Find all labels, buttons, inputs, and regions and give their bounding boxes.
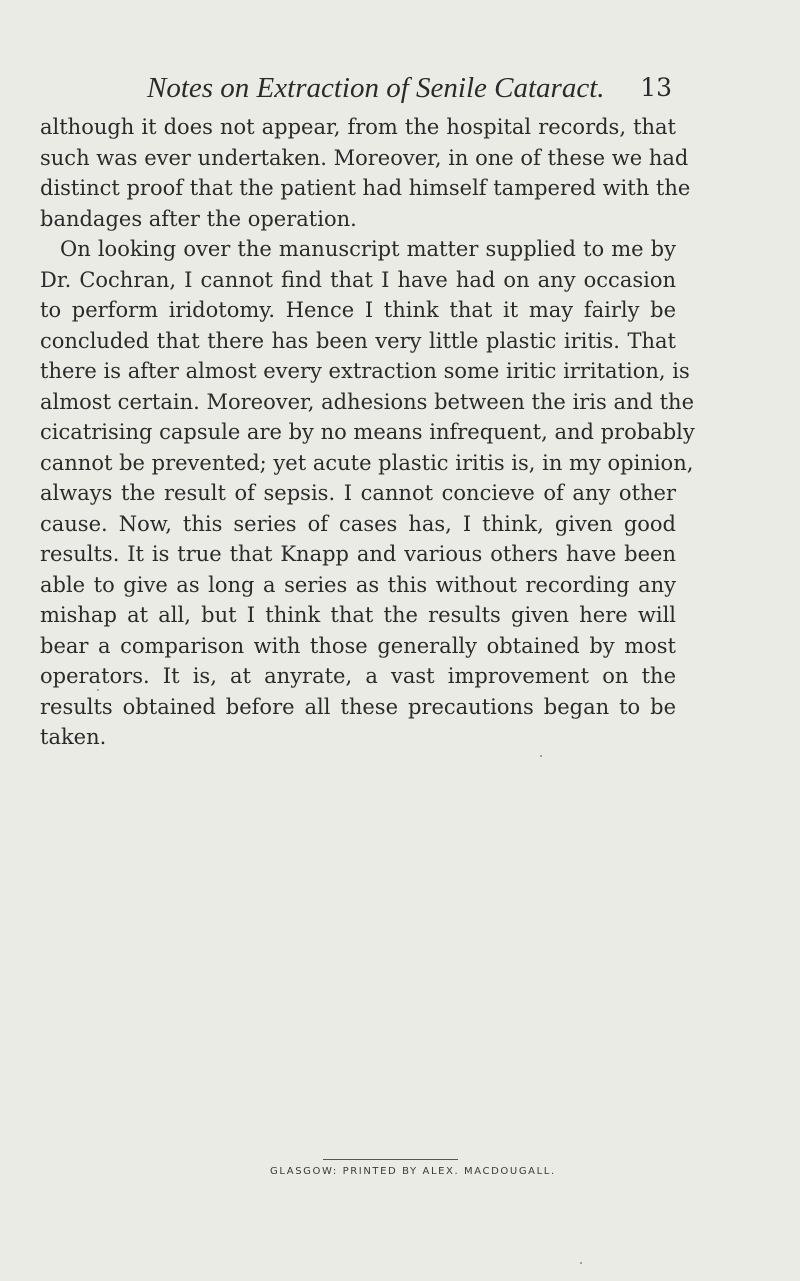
text-line: bandages after the operation. [40, 206, 357, 231]
text-line: able to give as long a series as this without recording any [40, 572, 676, 597]
text-line: mishap at all, but I think that the results given here will [40, 603, 676, 627]
text-line: On looking over the manuscript matter supplied to me by [60, 237, 676, 261]
text-line: results. It is true that Knapp and various others have been [40, 542, 676, 566]
paper-speck [580, 1262, 582, 1264]
text-line: such was ever undertaken. Moreover, in one of these we had [40, 145, 689, 170]
text-line: operators. It is, at anyrate, a vast improvement on the [40, 664, 676, 688]
text-line: bear a comparison with those generally obtained by most [40, 633, 676, 658]
text-line: always the result of sepsis. I cannot concieve of any other [40, 481, 676, 505]
printer-imprint: GLASGOW: PRINTED BY ALEX. MACDOUGALL. [270, 1166, 556, 1177]
running-head [147, 70, 672, 106]
text-line: there is after almost every extraction some iritic irritation, is [40, 359, 690, 383]
running-title: Notes on Extraction of Senile Cataract. [147, 72, 605, 104]
text-line: Dr. Cochran, I cannot find that I have had on any occasion [40, 267, 676, 292]
text-line: although it does not appear, from the hospital records, that [40, 115, 676, 139]
text-line: almost certain. Moreover, adhesions between the iris and the [40, 389, 695, 414]
text-line: to perform iridotomy. Hence I think that it may fairly be [40, 298, 676, 322]
text-line: concluded that there has been very little plastic iritis. That [40, 328, 676, 353]
text-line: results obtained before all these precautions began to be [40, 694, 676, 719]
footer-rule [323, 1159, 458, 1160]
paper-speck [540, 755, 542, 757]
text-line: distinct proof that the patient had himself tampered with the [40, 176, 691, 200]
page-number: 13 [640, 73, 672, 102]
paper-speck [97, 689, 99, 691]
text-line: cannot be prevented; yet acute plastic iritis is, in my opinion, [40, 450, 694, 475]
text-line: cicatrising capsule are by no means infrequent, and probably [40, 420, 695, 444]
text-line: taken. [40, 725, 107, 749]
text-line: cause. Now, this series of cases has, I think, given good [40, 511, 676, 536]
body-text [40, 112, 695, 753]
